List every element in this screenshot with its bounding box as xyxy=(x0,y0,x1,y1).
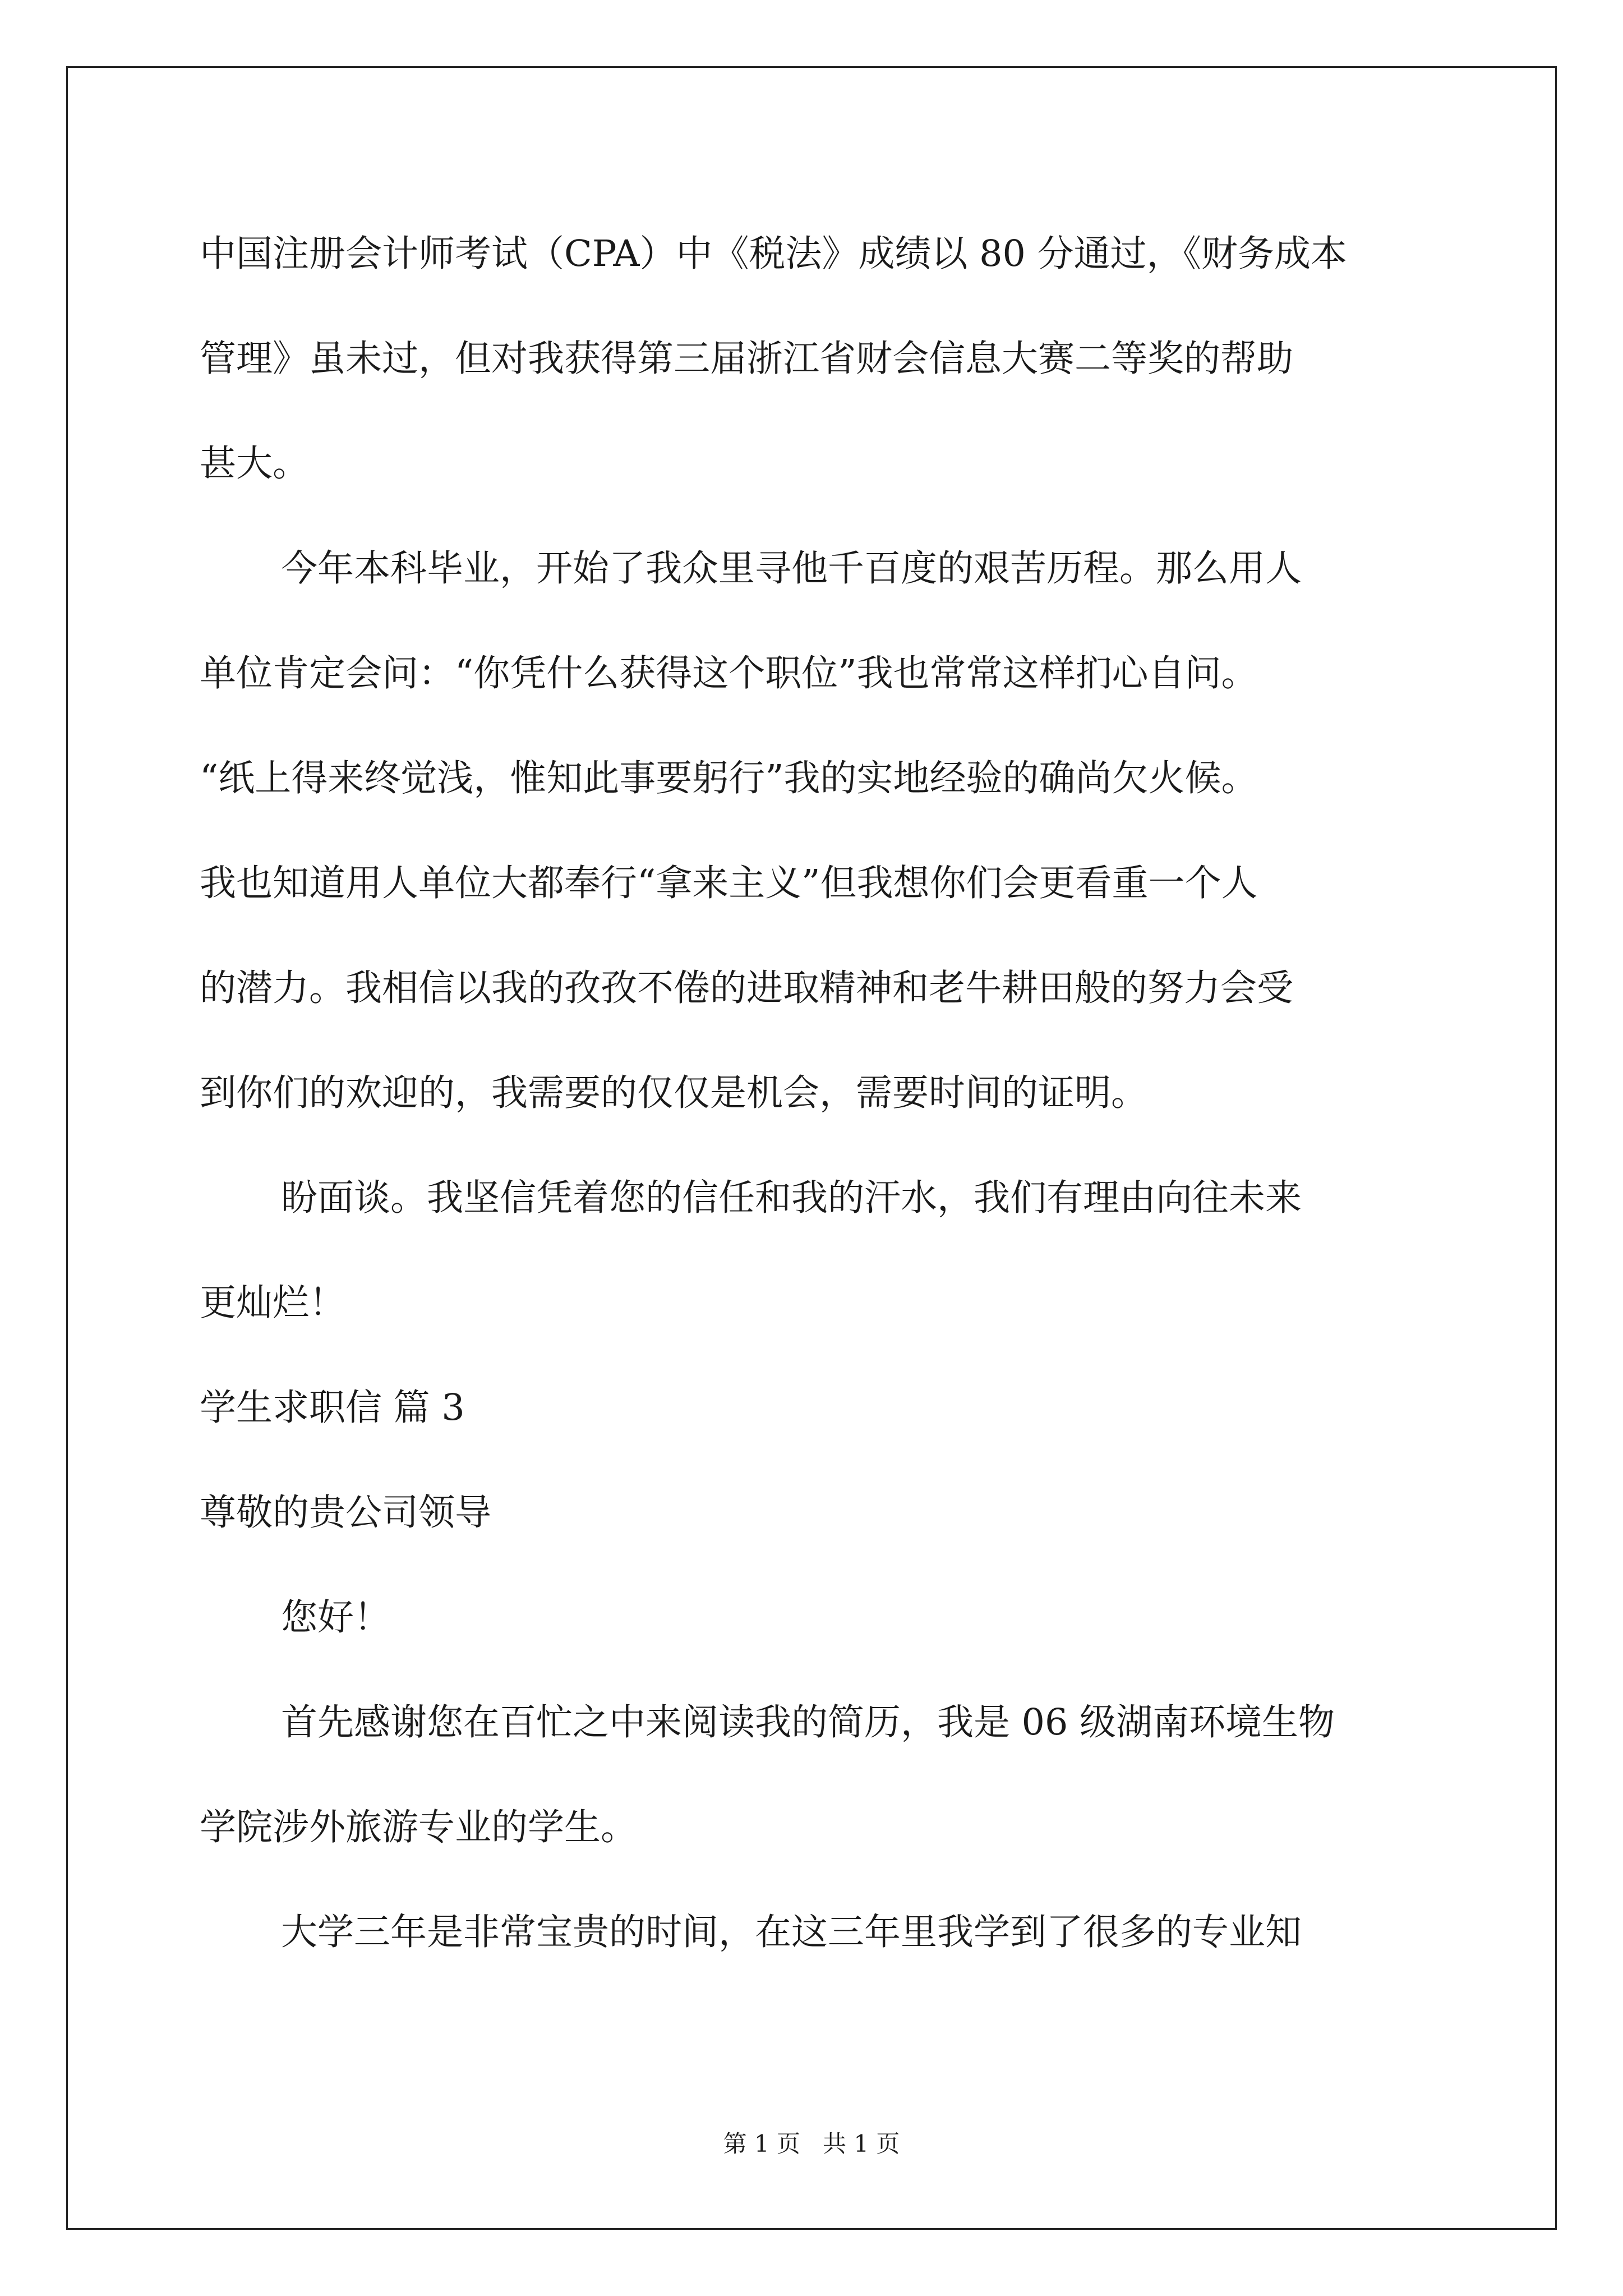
paragraph-start-line: 今年本科毕业，开始了我众里寻他千百度的艰苦历程。那么用人 xyxy=(281,547,1302,590)
text-line: “纸上得来终觉浅，惟知此事要躬行”我的实地经验的确尚欠火候。 xyxy=(200,757,1258,799)
text-line: 到你们的欢迎的，我需要的仅仅是机会，需要时间的证明。 xyxy=(200,1072,1148,1114)
salutation: 尊敬的贵公司领导 xyxy=(200,1492,492,1534)
section-heading: 学生求职信 篇 3 xyxy=(200,1387,465,1429)
text-line: 中国注册会计师考试（CPA）中《税法》成绩以 80 分通过，《财务成本 xyxy=(200,233,1347,275)
page-border xyxy=(66,66,1557,2230)
text-line: 的潜力。我相信以我的孜孜不倦的进取精神和老牛耕田般的努力会受 xyxy=(200,967,1294,1009)
paragraph-start-line: 盼面谈。我坚信凭着您的信任和我的汗水，我们有理由向往未来 xyxy=(281,1177,1302,1219)
text-line: 更灿烂！ xyxy=(200,1282,346,1324)
text-line: 我也知道用人单位大都奉行“拿来主义”但我想你们会更看重一个人 xyxy=(200,862,1258,904)
text-line: 管理》虽未过，但对我获得第三届浙江省财会信息大赛二等奖的帮助 xyxy=(200,338,1294,380)
text-line: 学院涉外旅游专业的学生。 xyxy=(200,1806,638,1848)
page-number: 第 1 页 xyxy=(723,2130,800,2157)
text-line: 甚大。 xyxy=(200,443,310,485)
paragraph-start-line: 大学三年是非常宝贵的时间，在这三年里我学到了很多的专业知 xyxy=(281,1911,1302,1953)
greeting: 您好！ xyxy=(281,1596,391,1639)
page-footer xyxy=(0,2127,1623,2161)
paragraph-start-line: 首先感谢您在百忙之中来阅读我的简历，我是 06 级湖南环境生物 xyxy=(281,1701,1335,1743)
page-total: 共 1 页 xyxy=(823,2130,900,2157)
text-line: 单位肯定会问：“你凭什么获得这个职位”我也常常这样扪心自问。 xyxy=(200,652,1258,694)
